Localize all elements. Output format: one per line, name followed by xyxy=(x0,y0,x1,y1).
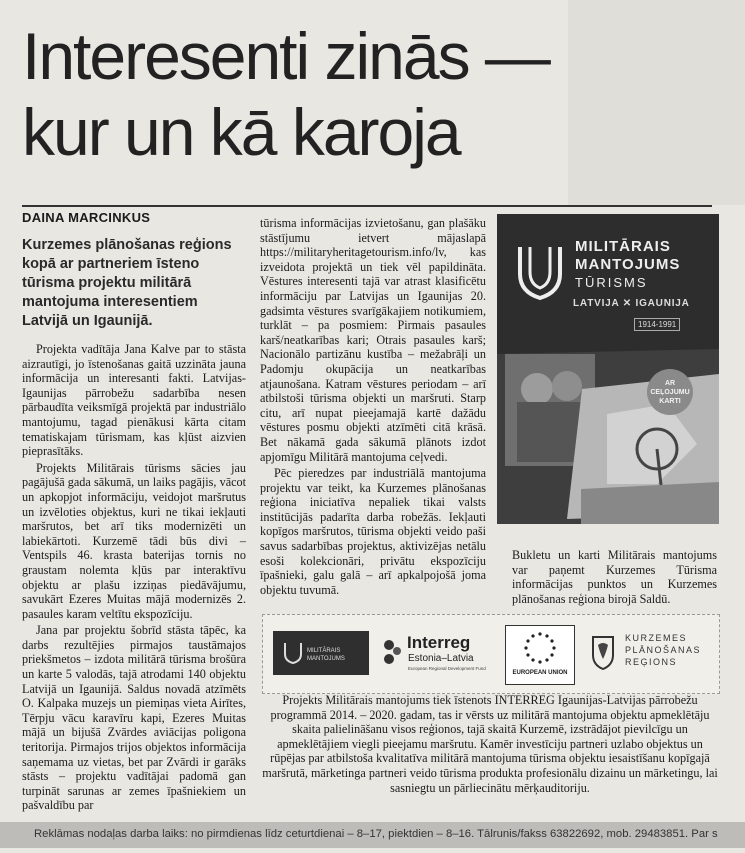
paragraph: Pēc pieredzes par industriālā mantojuma projektu var teikt, ka Kurzemes plānošanas reģiona iniciatīva nepaliek tikai valsts institūcijās padarīta darba robežās. Iekļauti kopīgos maršrutos, tūrisma objekti veido paši savus sadarbības projektus, aktivizējas netālu esoši kolekcionāri, privātu ekspozīciju īpašnieki, galu galā – arī apkalpojošā joma objektu tuvumā. xyxy=(260,466,486,597)
kpr-line-3: REĢIONS xyxy=(625,657,678,667)
brand-line-2: MANTOJUMS xyxy=(575,256,681,273)
brochure-photo xyxy=(497,214,719,524)
shield-logo-icon xyxy=(283,641,303,665)
headline-rule xyxy=(22,205,712,207)
eu-label: EUROPEAN UNION xyxy=(512,670,568,676)
interreg-dots-icon xyxy=(381,637,405,667)
paragraph: tūrisma informācijas izvietošanu, gan plašāku stāstījumu ietvert mājaslapā https://militaryheritagetourism.info/lv, kas izveidota projektā un tiek vēl papildināta. Vēstures interesenti tajā var atrast klasificētu informāciju par Latvijas un Igaunijas 20. gadsimta vēstures svarīgākajiem notikumiem, turklāt – pa posmiem: Pirmais pasaules karš/neatkarības kari; Otrais pasaules karš; Nacionālo partizānu kustība – mežabrāļi un Padomju okupācija un neatkarības atjaunošana. Katram vēstures periodam – arī atbilstoši tūrisma objekti un maršruti. Starp citu, arī nupat pieejamajā kartē dažādu vēstures posmu objekti atzīmēti citā krāsā. Bet nākamā gada sākumā plānots izdot apjomīgu Militārā mantojuma ceļvedi. xyxy=(260,216,486,464)
footer-text: Reklāmas nodaļas darba laiks: no pirmdienas līdz ceturtdienai – 8–17, piektdien – 8–16. Tālrunis/fakss 63822692, mob. 29483851. Par s xyxy=(34,828,718,840)
paragraph: Projekta vadītāja Jana Kalve par to stāsta aizrautīgi, jo īstenošanas gaitā uzzināta jauna informācija un interesanti fakti. Latvijas-Igaunijas pārrobežu sadarbība nesen pārbaudīta veiksmīgā projektā par industriālo mantojumu, tagad pienākusi kārta citam tematiskajam tūrismam, kas kļūst aizvien pieprasītāks. xyxy=(22,342,246,459)
military-heritage-logo xyxy=(273,631,369,675)
paragraph: Jana par projektu šobrīd stāsta tāpēc, ka darbs rezultējies pirmajos taustāmajos priekšmetos – izdota militārā tūrisma brošūra un karte 5 valodās, tajā atrodami 140 objektu Latvijā un Igaunijā. Saldus novadā atzīmēts O. Kalpaka muzejs un piemiņas vieta Airītes, Tērpju vācu karavīru kapi, Ezeres Muitas mājā un bijušā Zvārdes aviācijas poligona teritorija. Pirmajos trijos objektos informācija saņemama uz vietas, bet par Zvārdi ir garāks stāsts – projektu vadītājai padomā gan turpināt sarunas ar zemes īpašniekiem un pašvaldību par xyxy=(22,623,246,813)
brochure-countries: LATVIJA ✕ IGAUNIJA xyxy=(573,298,690,309)
lion-crest-icon xyxy=(589,633,617,671)
eu-flag-logo xyxy=(505,625,575,685)
kpr-line-2: PLĀNOŠANAS xyxy=(625,645,702,655)
headline-line-1: Interesenti zinās — xyxy=(22,19,549,93)
interreg-title: Interreg xyxy=(407,633,471,652)
kurzeme-region-logo xyxy=(589,629,715,677)
eu-stars-icon xyxy=(522,630,558,666)
photo-caption: Bukletu un karti Militārais mantojums var paņemt Kurzemes Tūrisma informācijas punktos un Kurzemes plānošanas reģiona birojā Saldū. xyxy=(512,548,717,606)
funding-note: Projekts Militārais mantojums tiek īstenots INTERREG Igaunijas-Latvijas pārrobežu programmā 2014. – 2020. gadam, tas ir vērsts uz militārā mantojuma objektu apmeklētāju skaita palielināšanu visos reģionos, tajā skaitā Kurzemē, izstrādājot pievilcīgu un apmeklētājiem viegli pieejamu maršrutu. Kamēr investīciju partneri uzlabo objektus un rūpējas par atbilstoša kvalitatīva militārā mantojuma tūrisma objektu iesaistīšanu kopīgajā maršrutā, mārketinga partneri veido tūrisma produkta profesionālu dizainu un mārketingu, lai sasniegtu un pārliecinātu mērķauditoriju. xyxy=(262,693,718,795)
paragraph: Projekts Militārais tūrisms sācies jau pagājušā gada sākumā, un laiks pagājis, vācot un apkopjot informāciju, veidojot maršrutus un izvēloties objektus, kuri ne tikai iekļauti maršrutos, bet arī tiks modernizēti un labiekārtoti. Kurzemē tādi būs divi – Ventspils 46. krasta baterijas tornis no graustam nolemta kļūs par interaktīvu objektu ar plašu izziņas piedāvājumu, savukārt Ezeres Muitas mājā modernizēs 2. pasaules karam veltītu ekspozīciju. xyxy=(22,460,246,621)
headline xyxy=(22,18,712,170)
lead-paragraph: Kurzemes plānošanas reģions kopā ar partneriem īsteno tūrisma projektu militārā mantojuma interesentiem Latvijā un Igaunijā. xyxy=(22,237,232,329)
shield-logo-icon xyxy=(515,242,565,302)
footer-band xyxy=(0,822,745,848)
interreg-subtitle: Estonia–Latvia xyxy=(408,653,474,664)
article-column-2 xyxy=(260,216,486,599)
brochure-years: 1914-1991 xyxy=(634,318,680,331)
headline-line-2: kur un kā karoja xyxy=(22,95,460,169)
military-heritage-label: MILITĀRAIS MANTOJUMS xyxy=(307,648,345,662)
brand-line-3: TŪRISMS xyxy=(575,275,648,290)
kpr-line-1: KURZEMES xyxy=(625,633,688,643)
author-byline: DAINA MARCINKUS xyxy=(22,210,151,225)
interreg-fund: European Regional Development Fund xyxy=(408,666,486,671)
sponsor-logos xyxy=(262,614,720,694)
brand-line-1: MILITĀRAIS xyxy=(575,238,671,255)
map-badge: AR CEĻOJUMU KARTI xyxy=(647,369,693,415)
interreg-logo xyxy=(381,631,493,677)
brochure-brand xyxy=(575,238,680,292)
article-column-1 xyxy=(22,342,246,815)
